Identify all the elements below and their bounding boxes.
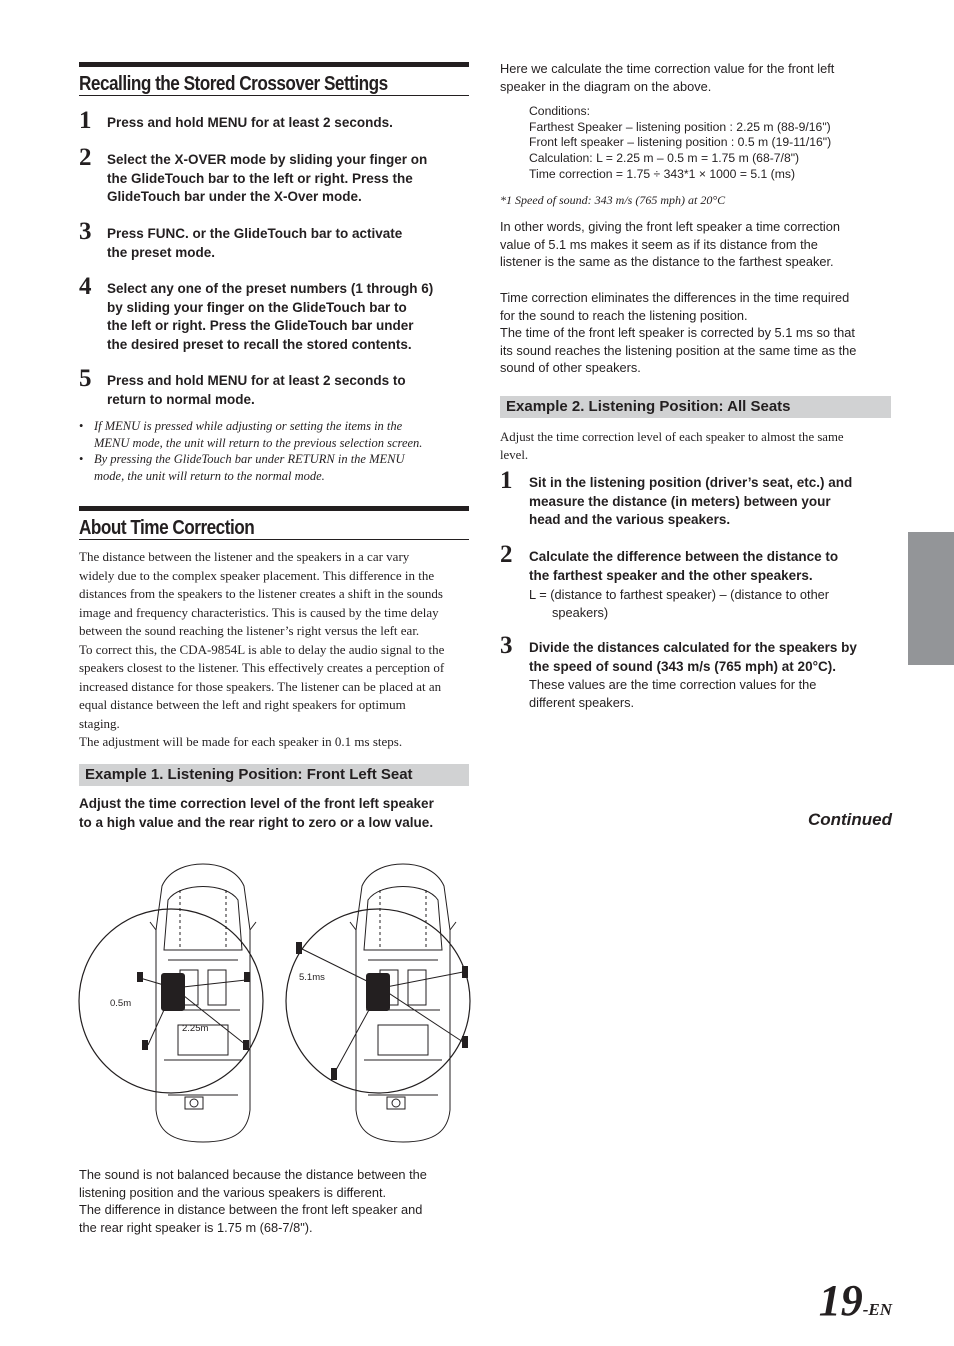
example1-heading: Example 1. Listening Position: Front Left Seat [79,764,469,786]
step-number: 2 [500,541,513,568]
step-text: Press and hold MENU for at least 2 seconds to return to normal mode. [107,373,406,407]
example2-intro: Adjust the time correction level of each speaker to almost the same level. [500,430,844,462]
diagram-label-corrected: 5.1ms [299,972,325,983]
footnote: *1 Speed of sound: 343 m/s (765 mph) at 20°C [500,193,726,207]
section-tab-marker [908,532,954,665]
listener-icon [366,973,390,1011]
step-subtext: L = (distance to farthest speaker) – (distance to other speakers) [529,587,830,620]
step-number: 5 [79,365,92,392]
continued-label: Continued [807,810,892,829]
step-number: 2 [79,144,92,171]
note-item: • If MENU is pressed while adjusting or setting the items in the MENU mode, the unit will return to the previous selection screen. [79,419,423,450]
example1-instruction: Adjust the time correction level of the front left speaker to a high value and the rear right to zero or a low value. [79,796,434,830]
calc-intro: Here we calculate the time correction value for the front left speaker in the diagram on the above. [500,61,835,94]
step-text: Calculate the difference between the distance to the farthest speaker and the other speakers. [529,549,839,583]
step-text: Select the X-OVER mode by sliding your finger on the GlideTouch bar to the left or right. Press the GlideTouch bar under the X-Over mode. [107,152,428,204]
example2-heading: Example 2. Listening Position: All Seats [500,396,891,418]
step-number: 1 [79,107,92,134]
step-number: 3 [500,632,513,659]
time-correction-body: The distance between the listener and the speakers in a car vary widely due to the complex speaker placement. This difference in the distances from the speakers to the listener creates a shift in the sounds image and frequency characteristics. This is caused by the time delay between the sound reaching the listener’s right versus the left ear. To correct this, the CDA-9854L is able to delay the audio signal to the speakers closest to the listener. This effectively creates a perception of increased distance for those speakers. The listener can be placed at an equal distance between the left and right speakers for optimum staging. The adjustment will be made for each speaker in 0.1 ms steps. [79,549,445,749]
step-text: Sit in the listening position (driver’s seat, etc.) and measure the distance (in meters) between your head and the various speakers. [529,475,853,527]
page-number: 19-EN [818,1276,892,1325]
section-heading-time-correction: About Time Correction [79,506,469,540]
step-text: Select any one of the preset numbers (1 through 6) by sliding your finger on the GlideTouch bar to the left or right. Press the GlideTouch bar under the desired preset to recall the stored contents. [107,281,434,352]
section-heading-recall: Recalling the Stored Crossover Settings [79,62,469,96]
step-text: Divide the distances calculated for the speakers by the speed of sound (343 m/s (765 mph) at 20°C). [529,640,857,674]
diagram-label-far: 2.25m [182,1023,209,1034]
car-speaker-diagram [78,860,472,1145]
calc-conditions: Conditions: Farthest Speaker – listening position : 2.25 m (88-9/16") Front left speaker – listening position : 0.5 m (19-11/16") Calculation: L = 2.25 m – 0.5 m = 1.75 m (68-7/8") Time correction = 1.75 ÷ 343*1 × 1000 = 5.1 (ms) [529,104,832,181]
step-number: 1 [500,467,513,494]
step-number: 4 [79,273,92,300]
note-list [79,418,469,484]
paragraph: Time correction eliminates the differences in the time required for the sound to reach the listening position. The time of the front left speaker is corrected by 5.1 ms so that its sound reaches the listening position at the same time as the sound of other speakers. [500,290,857,375]
diagram-label-near: 0.5m [110,998,132,1009]
step-subtext: These values are the time correction values for the different speakers. [529,677,817,710]
step-text: Press FUNC. or the GlideTouch bar to activate the preset mode. [107,226,403,260]
speaker-icons [137,942,468,1080]
diagram-caption: The sound is not balanced because the distance between the listening position and the various speakers is different. The difference in distance between the front left speaker and the rear right speaker is 1.75 m (68-7/8"). [79,1167,427,1235]
step-text: Press and hold MENU for at least 2 seconds. [107,115,393,130]
paragraph: In other words, giving the front left speaker a time correction value of 5.1 ms makes it seem as if its distance from the listener is the same as the distance to the farthest speaker. [500,219,840,269]
step-number: 3 [79,218,92,245]
listener-icon [161,973,185,1011]
note-item: • By pressing the GlideTouch bar under RETURN in the MENU mode, the unit will return to the normal mode. [79,452,405,483]
